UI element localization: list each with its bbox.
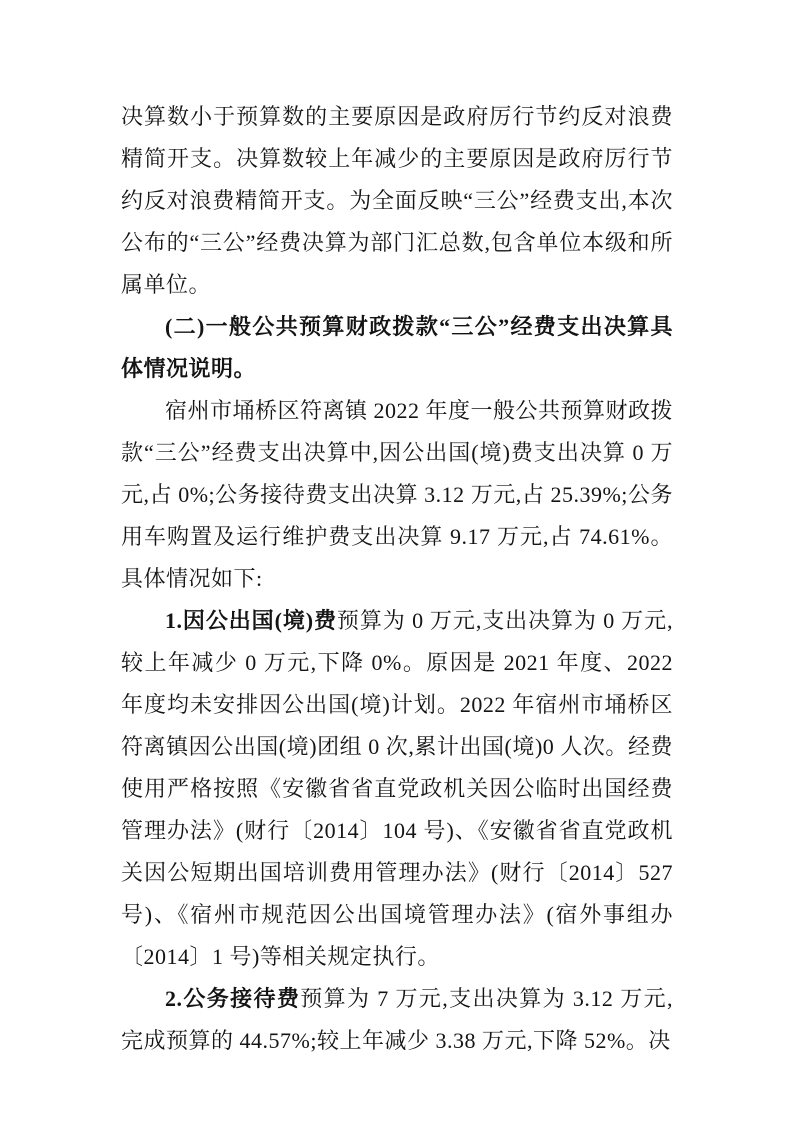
heading-section-two-lead-bold: (二)一般公共预算财政拨款“三公”经费支出决算具体情况说明。: [121, 314, 673, 381]
para-item-2-reception-expense-lead-bold: 2.公务接待费: [165, 986, 301, 1011]
heading-section-two: [121, 306, 673, 390]
para-overview: [121, 390, 673, 600]
para-item-1-abroad-expense: [121, 600, 673, 978]
para-item-1-abroad-expense-lead-bold: 1.因公出国(境)费: [165, 608, 337, 633]
para-item-2-reception-expense: [121, 978, 673, 1062]
para-overview-text: 宿州市埇桥区符离镇 2022 年度一般公共预算财政拨款“三公”经费支出决算中,因公出国(境)费支出决算 0 万元,占 0%;公务接待费支出决算 3.12 万元,占 25.39%;公务用车购置及运行维护费支出决算 9.17 万元,占 74.61%。具体情况如下:: [121, 398, 674, 591]
document-body: [121, 96, 673, 1062]
para-continuation-reasons: [121, 96, 673, 306]
para-continuation-reasons-text: 决算数小于预算数的主要原因是政府厉行节约反对浪费精简开支。决算数较上年减少的主要原因是政府厉行节约反对浪费精简开支。为全面反映“三公”经费支出,本次公布的“三公”经费决算为部门汇总数,包含单位本级和所属单位。: [121, 104, 673, 297]
para-item-2-reception-expense-text: 预算为 7 万元,支出决算为 3.12 万元,完成预算的 44.57%;较上年减少 3.38 万元,下降 52%。决: [121, 986, 673, 1053]
para-item-1-abroad-expense-text: 预算为 0 万元,支出决算为 0 万元,较上年减少 0 万元,下降 0%。原因是 2021 年度、2022 年度均未安排因公出国(境)计划。2022 年宿州市埇桥区符离镇因公出国(境)团组 0 次,累计出国(境)0 人次。经费使用严格按照《安徽省省直党政机关因公临时出国经费管理办法》(财行〔2014〕104 号)、《安徽省省直党政机关因公短期出国培训费用管理办法》(财行〔2014〕527 号)、《宿州市规范因公出国境管理办法》(宿外事组办〔2014〕1 号)等相关规定执行。: [121, 608, 673, 969]
